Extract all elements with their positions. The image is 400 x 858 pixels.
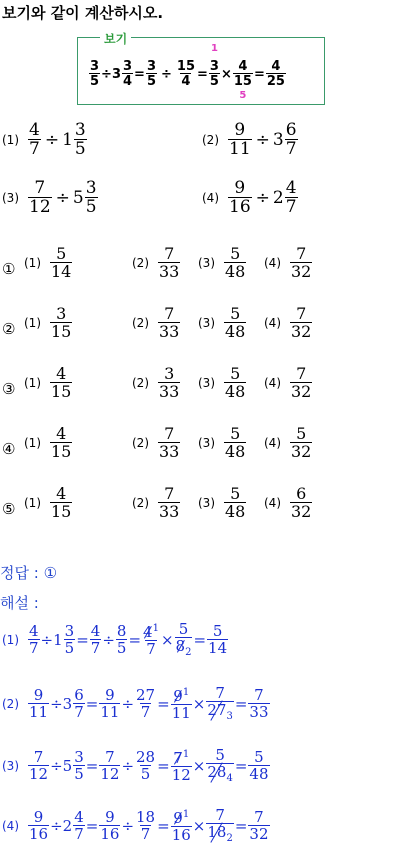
choice-fraction: $\frac{5}{48}$ — [225, 304, 246, 341]
ex-frac-4: $\frac{15}{4}$ — [176, 59, 195, 89]
choice-fraction: $\frac{5}{14}$ — [51, 244, 72, 281]
solution-line: (3) $\frac{7}{12}$ ÷ 5 $\frac{3}{5}$ = $\frac{7}{12}$ ÷ $\frac{28}{5}$ = $\frac{7^1}{12}$ × $\frac{5}{28_4}$ = $\frac{5}{48}$ — [2, 746, 269, 784]
choice-item-number: (4) — [264, 316, 281, 330]
question-number: (1) — [2, 133, 19, 147]
ex-frac-6: 4 15 5 — [233, 59, 252, 101]
ex-frac-2: $\frac{3}{4}$ — [123, 59, 133, 89]
solution-line: (2) $\frac{9}{11}$ ÷ 3 $\frac{6}{7}$ = $\frac{9}{11}$ ÷ $\frac{27}{7}$ = $\frac{9^1}{11}$ × $\frac{7}{27_3}$ = $\frac{7}{33}$ — [2, 684, 269, 722]
choice-item — [24, 366, 73, 400]
choice-item — [132, 366, 181, 400]
choice-item — [264, 366, 313, 400]
choice-item — [24, 306, 73, 340]
choice-item-number: (2) — [132, 436, 149, 450]
question-2: (2) $\frac{9}{11}$ ÷ 3 $\frac{6}{7}$ — [202, 120, 297, 159]
choice-item — [198, 246, 247, 280]
choice-fraction: $\frac{5}{48}$ — [225, 424, 246, 461]
choice-item-number: (2) — [132, 256, 149, 270]
choice-fraction: $\frac{7}{33}$ — [159, 304, 180, 341]
question-3: (3) $\frac{7}{12}$ ÷ 5 $\frac{3}{5}$ — [2, 178, 97, 217]
solution-line: (1) $\frac{4}{7}$ ÷ 1 $\frac{3}{5}$ = $\frac{4}{7}$ ÷ $\frac{8}{5}$ = $\frac{4^1}{7}$ × $\frac{5}{8_2}$ = $\frac{5}{14}$ — [2, 620, 228, 658]
choice-fraction: $\frac{5}{48}$ — [225, 364, 246, 401]
choice-item-number: (2) — [132, 376, 149, 390]
choice-fraction: $\frac{5}{32}$ — [291, 424, 312, 461]
choice-item-number: (4) — [264, 436, 281, 450]
choice-fraction: $\frac{5}{48}$ — [225, 244, 246, 281]
choice-item-number: (2) — [132, 496, 149, 510]
choice-mark[interactable]: ① — [2, 260, 16, 278]
choice-fraction: $\frac{3}{15}$ — [51, 304, 72, 341]
choice-mark[interactable]: ② — [2, 320, 16, 338]
choice-item-number: (4) — [264, 256, 281, 270]
choice-item-number: (4) — [264, 376, 281, 390]
choice-item-number: (1) — [24, 496, 41, 510]
choice-item-number: (1) — [24, 436, 41, 450]
answer-label: 정답 : — [0, 564, 39, 582]
choice-item-number: (1) — [24, 256, 41, 270]
solution-line: (4) $\frac{9}{16}$ ÷ 2 $\frac{4}{7}$ = $\frac{9}{16}$ ÷ $\frac{18}{7}$ = $\frac{9^1}{16}$ × $\frac{7}{18_2}$ = $\frac{7}{32}$ — [2, 806, 269, 844]
ex-op: ÷ — [161, 66, 172, 82]
choice-fraction: $\frac{7}{33}$ — [159, 244, 180, 281]
ex-frac-7: $\frac{4}{25}$ — [266, 59, 285, 89]
answer-value: ① — [43, 564, 58, 582]
ex-frac-5: 1 3 5 — [209, 43, 219, 89]
choice-fraction: $\frac{4}{15}$ — [51, 424, 72, 461]
question-1: (1) $\frac{4}{7}$ ÷ 1 $\frac{3}{5}$ — [2, 120, 86, 159]
choice-item — [198, 486, 247, 520]
ex-cancel-num: 1 — [210, 43, 218, 54]
choice-fraction: $\frac{3}{33}$ — [159, 364, 180, 401]
ex-op: × — [220, 66, 232, 82]
ex-cancel-den: 5 — [239, 90, 247, 101]
choice-mark[interactable]: ③ — [2, 380, 16, 398]
explanation-label: 해설 : — [0, 594, 39, 612]
choice-item — [24, 426, 73, 460]
choice-item — [132, 486, 181, 520]
ex-frac-1: $\frac{3}{5}$ — [90, 59, 100, 89]
answer-line — [0, 562, 57, 583]
choice-item — [132, 246, 181, 280]
question-number: (4) — [202, 191, 219, 205]
ex-frac-3: $\frac{3}{5}$ — [146, 59, 156, 89]
choice-fraction: $\frac{7}{33}$ — [159, 484, 180, 521]
ex-eq: = — [134, 66, 145, 82]
choice-item — [264, 246, 313, 280]
choice-fraction: $\frac{7}{32}$ — [291, 364, 312, 401]
choice-item — [132, 426, 181, 460]
choice-item-number: (3) — [198, 316, 215, 330]
choice-item-number: (3) — [198, 496, 215, 510]
choice-item — [198, 306, 247, 340]
choice-item-number: (4) — [264, 496, 281, 510]
choice-item-number: (1) — [24, 316, 41, 330]
ex-eq: = — [197, 66, 208, 82]
question-number: (2) — [202, 133, 219, 147]
choice-item-number: (1) — [24, 376, 41, 390]
choice-fraction: $\frac{7}{33}$ — [159, 424, 180, 461]
choice-mark[interactable]: ⑤ — [2, 500, 16, 518]
choice-fraction: $\frac{7}{32}$ — [291, 304, 312, 341]
choice-item-number: (3) — [198, 256, 215, 270]
choice-mark[interactable]: ④ — [2, 440, 16, 458]
choice-item — [264, 426, 313, 460]
example-label: 보기 — [100, 30, 131, 47]
ex-eq: = — [253, 66, 265, 82]
choice-fraction: $\frac{6}{32}$ — [291, 484, 312, 521]
choice-item — [24, 486, 73, 520]
choice-item — [198, 426, 247, 460]
choice-item — [132, 306, 181, 340]
choice-item-number: (3) — [198, 436, 215, 450]
choice-item-number: (2) — [132, 316, 149, 330]
ex-op: ÷ — [101, 66, 112, 82]
example-equation — [88, 43, 287, 101]
choice-item-number: (3) — [198, 376, 215, 390]
choice-fraction: $\frac{4}{15}$ — [51, 364, 72, 401]
instruction-text: 보기와 같이 계산하시오. — [2, 4, 164, 22]
choice-fraction: $\frac{7}{32}$ — [291, 244, 312, 281]
choice-item — [264, 486, 313, 520]
choice-item — [198, 366, 247, 400]
choice-item — [24, 246, 73, 280]
ex-whole: 3 — [111, 66, 121, 82]
question-number: (3) — [2, 191, 19, 205]
choice-fraction: $\frac{5}{48}$ — [225, 484, 246, 521]
choice-item — [264, 306, 313, 340]
choice-fraction: $\frac{4}{15}$ — [51, 484, 72, 521]
question-4: (4) $\frac{9}{16}$ ÷ 2 $\frac{4}{7}$ — [202, 178, 297, 217]
